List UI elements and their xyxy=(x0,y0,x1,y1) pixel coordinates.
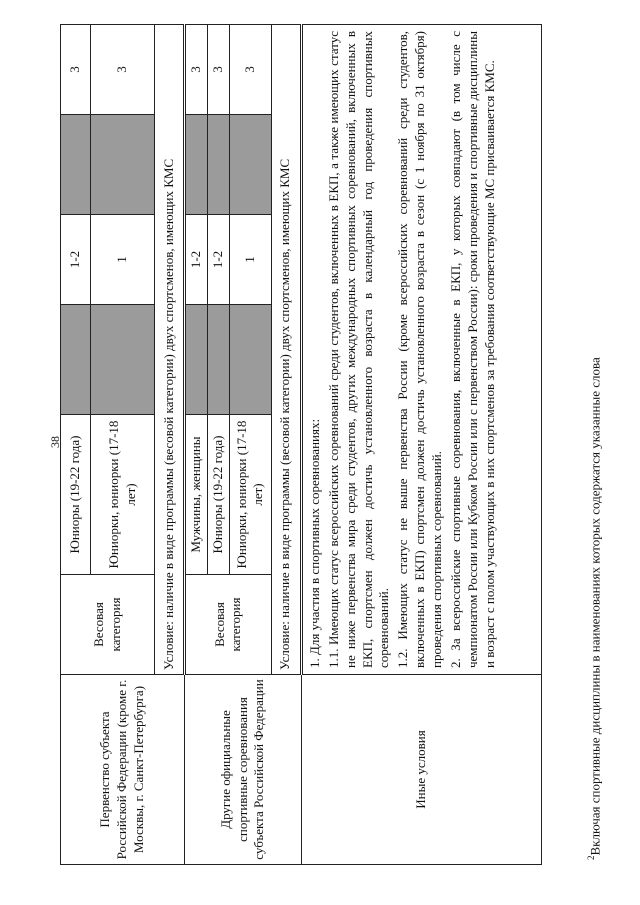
condition-paragraph: 1.1. Имеющих статус всероссийских соревнований среди студентов, включенных в ЕКП, а также имеющих статус не ниже первенства мира среди студентов, других международных спортивных соревнований, включенных в ЕКП, спортсмен должен достичь установленного возраста в календарный год проведения спортивных соревнований. xyxy=(325,31,392,668)
place-cell: 1 xyxy=(229,215,271,305)
shaded-cell xyxy=(91,115,155,215)
count-cell: 3 xyxy=(229,25,271,115)
shaded-cell xyxy=(185,115,208,215)
place-cell: 1-2 xyxy=(61,215,91,305)
footnote xyxy=(586,260,603,860)
table-row xyxy=(301,25,541,865)
rank-requirements-table xyxy=(60,24,542,865)
shaded-cell xyxy=(229,115,271,215)
table-row xyxy=(185,25,208,865)
count-cell: 3 xyxy=(91,25,155,115)
category-label: Весовая категория xyxy=(185,575,272,675)
age-group: Юниорки, юниорки (17-18 лет) xyxy=(229,415,271,575)
table-row xyxy=(61,25,91,865)
competition-name: Первенство субъекта Российской Федерации (кроме г. Москвы, г. Санкт-Петербурга) xyxy=(61,675,185,865)
age-group: Мужчины, женщины xyxy=(185,415,208,575)
condition-note: Условие: наличие в виде программы (весовой категории) двух спортсменов, имеющих КМС xyxy=(155,25,185,675)
shaded-cell xyxy=(185,305,208,415)
shaded-cell xyxy=(207,115,229,215)
condition-note: Условие: наличие в виде программы (весовой категории) двух спортсменов, имеющих КМС xyxy=(271,25,301,675)
shaded-cell xyxy=(61,305,91,415)
footnote-text: Включая спортивные дисциплины в наименованиях которых содержатся указанные слова xyxy=(587,357,603,856)
other-conditions-text xyxy=(301,25,541,675)
condition-paragraph: 2. За всероссийские спортивные соревнования, включенные в ЕКП, у которых совпадают (в том числе с чемпионатом России или Кубком России или с первенством России): сроки проведения и спортивные дисциплины и возраст с полом участвующих в них спортсменов за требования соответствующие МС присваивается КМС. xyxy=(448,31,497,668)
place-cell: 1-2 xyxy=(185,215,208,305)
category-label: Весовая категория xyxy=(61,575,155,675)
age-group: Юниоры (19-22 года) xyxy=(207,415,229,575)
other-conditions-label: Иные условия xyxy=(301,675,541,865)
count-cell: 3 xyxy=(207,25,229,115)
count-cell: 3 xyxy=(185,25,208,115)
count-cell: 3 xyxy=(61,25,91,115)
age-group: Юниорки, юниорки (17-18 лет) xyxy=(91,415,155,575)
place-cell: 1-2 xyxy=(207,215,229,305)
rotated-page-content xyxy=(60,25,620,865)
condition-paragraph: 1. Для участия в спортивных соревнованиях: xyxy=(306,418,322,668)
shaded-cell xyxy=(229,305,271,415)
competition-name: Другие официальные спортивные соревнования субъекта Российской Федерации xyxy=(185,675,302,865)
page-number: 38 xyxy=(48,436,62,448)
age-group: Юниоры (19-22 года) xyxy=(61,415,91,575)
condition-paragraph: 1.2. Имеющих статус не выше первенства России (кроме всероссийских соревнований среди студентов, включенных в ЕКП) спортсмен должен достичь установленного возраста в сезон (с 1 ноября по 31 октября) проведения спортивных соревнований. xyxy=(395,31,445,668)
shaded-cell xyxy=(207,305,229,415)
shaded-cell xyxy=(61,115,91,215)
place-cell: 1 xyxy=(91,215,155,305)
shaded-cell xyxy=(91,305,155,415)
footnote-marker: 2 xyxy=(586,855,596,860)
